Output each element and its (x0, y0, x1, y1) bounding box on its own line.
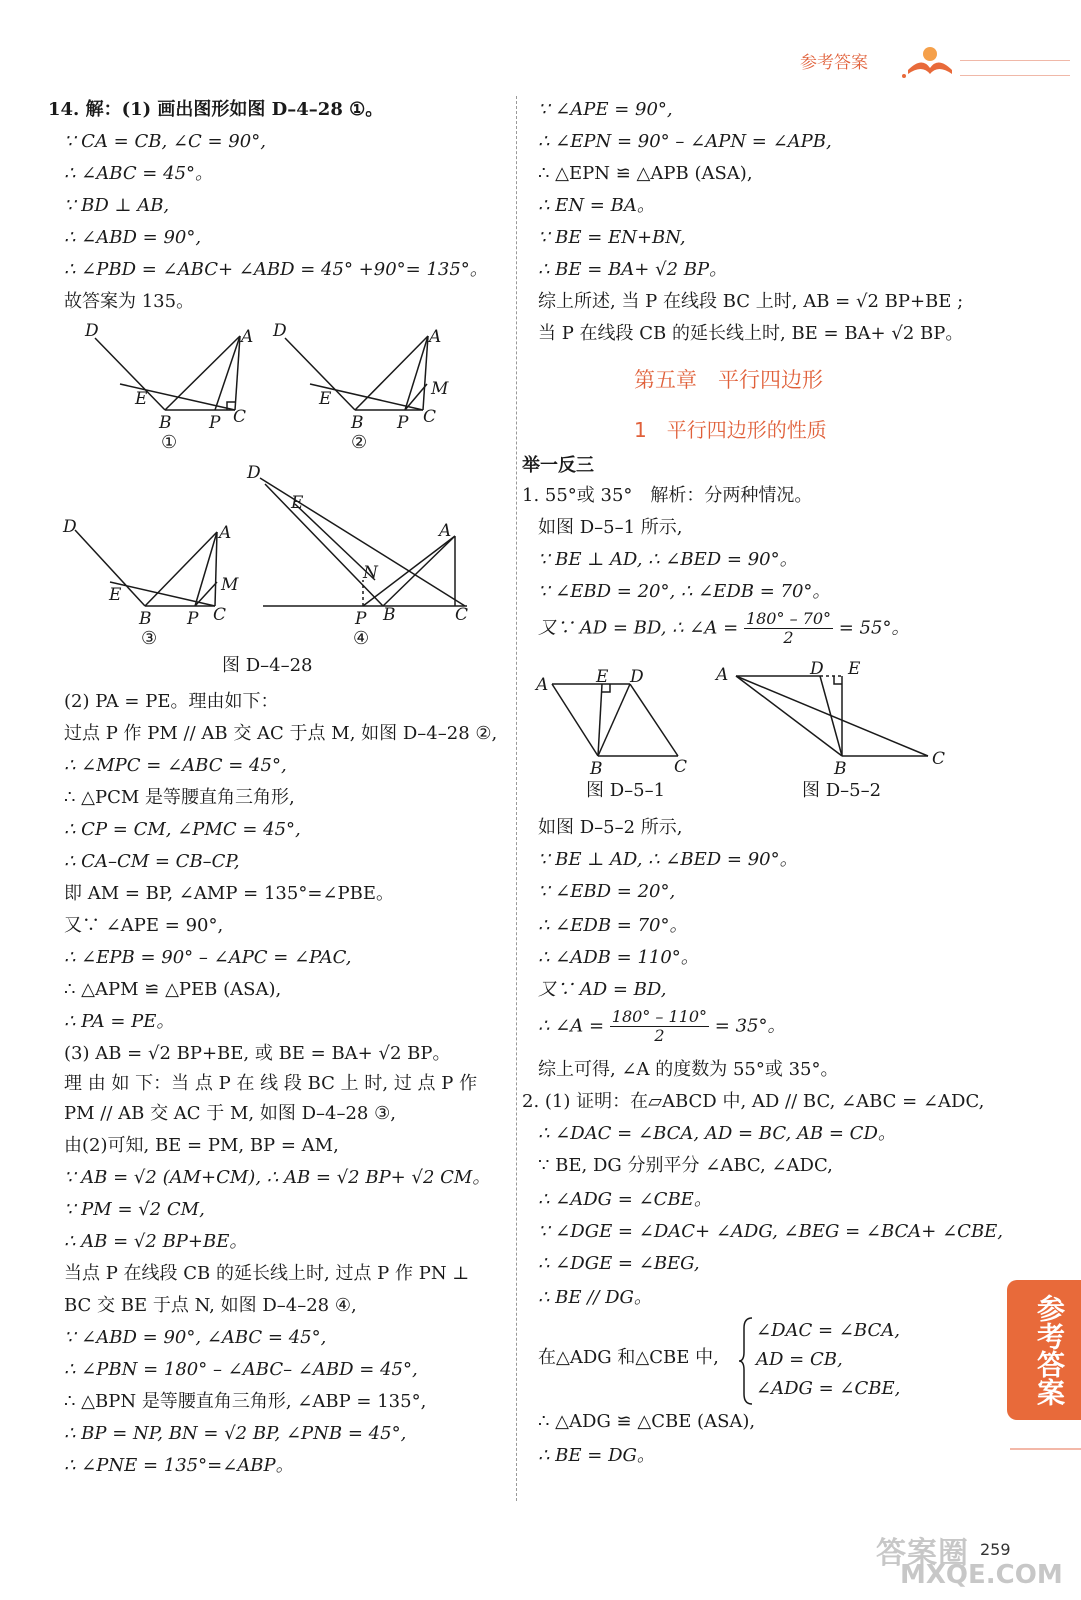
q1-line-1: 如图 D–5–1 所示, (538, 517, 683, 538)
d51-caption: 图 D–5–1 (586, 780, 666, 800)
fig2-label-P: P (397, 413, 409, 433)
fig2-label-E: E (319, 389, 332, 409)
q14-2-line-5: ∴ CA–CM = CB–CP, (64, 851, 240, 872)
q14-2-line-0: (2) PA = PE。理由如下： (64, 691, 279, 712)
fig1-label-B: B (159, 413, 172, 433)
q14-2-line-8: ∴ ∠EPB = 90° – ∠APC = ∠PAC, (64, 947, 352, 968)
fig1-label-P: P (209, 413, 221, 433)
fig3-label-A: A (219, 523, 232, 543)
d51-label-A: A (536, 675, 549, 695)
fig4-label-E: E (291, 493, 304, 513)
q2-line-0: 2. (1) 证明：在▱ABCD 中, AD // BC, ∠ABC = ∠ADC, (522, 1091, 985, 1112)
q14-2-line-24: ∴ ∠PNE = 135°=∠ABP。 (64, 1455, 294, 1476)
watermark-url: MXQE.COM (900, 1560, 1063, 1590)
fig2-label-B: B (351, 413, 364, 433)
q2-line-1: ∴ ∠DAC = ∠BCA, AD = BC, AB = CD。 (538, 1123, 896, 1144)
q14-2-line-18: 当点 P 在线段 CB 的延长线上时, 过点 P 作 PN ⊥ (64, 1263, 470, 1284)
r-line-4: ∵ BE = EN+BN, (538, 227, 686, 248)
q14-line-5: ∴ ∠PBD = ∠ABC+ ∠ABD = 45° +90°= 135°。 (64, 259, 488, 280)
q1-line-3: ∵ ∠EBD = 20°, ∴ ∠EDB = 70°。 (538, 581, 831, 602)
r-line-6: 综上所述, 当 P 在线段 BC 上时, AB = √2 BP+BE ; (538, 291, 964, 312)
d52-label-B: B (834, 759, 847, 779)
figures-d-5 (530, 660, 960, 800)
q14-line-6: 故答案为 135。 (64, 291, 195, 312)
r-line-7: 当 P 在线段 CB 的延长线上时, BE = BA+ √2 BP。 (538, 323, 964, 344)
r-line-0: ∵ ∠APE = 90°, (538, 99, 673, 120)
fig1-label-E: E (135, 389, 148, 409)
q2-line-3: ∴ ∠ADG = ∠CBE。 (538, 1189, 712, 1210)
q14-2-line-12: 理 由 如 下：当 点 P 在 线 段 BC 上 时, 过 点 P 作 (64, 1073, 478, 1094)
q2-end-1: ∴ BE = DG。 (538, 1445, 655, 1466)
fig1-number: ① (161, 432, 178, 453)
q14-2-line-15: ∵ AB = √2 (AM+CM), ∴ AB = √2 BP+ √2 CM。 (64, 1167, 491, 1188)
fig4-label-B: B (383, 605, 396, 625)
d52-caption: 图 D–5–2 (802, 780, 882, 800)
q1-line-0: 1. 55°或 35° 解析：分两种情况。 (522, 485, 813, 506)
fig4-label-C: C (455, 605, 469, 625)
q14-2-line-14: 由(2)可知, BE = PM, BP = AM, (64, 1135, 339, 1156)
q14-2-line-2: ∴ ∠MPC = ∠ABC = 45°, (64, 755, 287, 776)
fig2-label-A: A (429, 327, 442, 347)
q2-line-4: ∵ ∠DGE = ∠DAC+ ∠ADG, ∠BEG = ∠BCA+ ∠CBE, (538, 1221, 1004, 1242)
figure-d-4-28 (55, 318, 495, 688)
q14-2-line-4: ∴ CP = CM, ∠PMC = 45°, (64, 819, 301, 840)
d51-label-B: B (590, 759, 603, 779)
d51-label-E: E (596, 667, 609, 687)
q14-2-line-7: 又∵ ∠APE = 90°, (64, 915, 224, 936)
header-label: 参考答案 (800, 53, 868, 73)
q2-brace-0: ∠DAC = ∠BCA, (756, 1320, 900, 1341)
fig2-number: ② (351, 432, 368, 453)
q14-2-line-20: ∵ ∠ABD = 90°, ∠ABC = 45°, (64, 1327, 327, 1348)
tab-rule (1010, 1448, 1081, 1450)
q1b-line-4: ∴ ∠ADB = 110°。 (538, 947, 699, 968)
r-line-5: ∴ BE = BA+ √2 BP。 (538, 259, 728, 280)
page-number: 259 (980, 1540, 1011, 1559)
d52-label-C: C (932, 749, 946, 769)
subhead: 举一反三 (522, 455, 594, 476)
answer-tab: 参考答案 (1007, 1280, 1081, 1420)
fig2-label-D: D (273, 321, 287, 341)
fig2-label-M: M (431, 379, 449, 399)
fig4-label-D: D (247, 463, 261, 483)
q14-2-line-23: ∴ BP = NP, BN = √2 BP, ∠PNB = 45°, (64, 1423, 407, 1444)
q14-2-line-3: ∴ △PCM 是等腰直角三角形, (64, 787, 295, 808)
q1-end: 综上可得, ∠A 的度数为 55°或 35°。 (538, 1059, 839, 1080)
q14-2-line-16: ∵ PM = √2 CM, (64, 1199, 205, 1220)
section-title: 1 平行四边形的性质 (634, 418, 827, 442)
q1b-line-2: ∵ ∠EBD = 20°, (538, 881, 676, 902)
r-line-1: ∴ ∠EPN = 90° – ∠APN = ∠APB, (538, 131, 832, 152)
q14-line-4: ∴ ∠ABD = 90°, (64, 227, 202, 248)
q2-brace-1: AD = CB, (756, 1349, 843, 1370)
fig3-label-P: P (187, 609, 199, 629)
q14-2-line-1: 过点 P 作 PM // AB 交 AC 于点 M, 如图 D–4–28 ②, (64, 723, 498, 744)
fig3-label-D: D (63, 517, 77, 537)
q2-brace-prefix: 在△ADG 和△CBE 中, (538, 1347, 719, 1368)
q14-2-line-13: PM // AB 交 AC 于 M, 如图 D–4–28 ③, (64, 1103, 396, 1124)
q14-2-line-6: 即 AM = BP, ∠AMP = 135°=∠PBE。 (64, 883, 394, 904)
q2-line-6: ∴ BE // DG。 (538, 1287, 652, 1308)
q1b-line-3: ∴ ∠EDB = 70°。 (538, 915, 688, 936)
brace-icon (738, 1316, 754, 1406)
r-line-3: ∴ EN = BA。 (538, 195, 655, 216)
q2-line-2: ∵ BE, DG 分别平分 ∠ABC, ∠ADC, (538, 1155, 833, 1176)
q1b-line-1: ∵ BE ⊥ AD, ∴ ∠BED = 90°。 (538, 849, 798, 870)
q1b-line-0: 如图 D–5–2 所示, (538, 817, 683, 838)
fig3-label-B: B (139, 609, 152, 629)
d51-label-D: D (630, 667, 644, 687)
fig3-label-M: M (221, 575, 239, 595)
q1-frac-line: 又∵ AD = BD, ∴ ∠A = $\frac{180^\circ - 70^\circ}{2}$ = 55°。 (538, 609, 910, 647)
fig1-label-D: D (85, 321, 99, 341)
d52-label-E: E (848, 660, 861, 679)
q14-line-0: 14. 解：(1) 画出图形如图 D–4–28 ①。 (48, 99, 384, 120)
q14-line-2: ∴ ∠ABC = 45°。 (64, 163, 214, 184)
fig4-label-P: P (355, 609, 367, 629)
r-line-2: ∴ △EPN ≌ △APB (ASA), (538, 163, 753, 184)
q14-line-1: ∵ CA = CB, ∠C = 90°, (64, 131, 266, 152)
fig3-number: ③ (141, 628, 158, 649)
column-divider (516, 96, 517, 1501)
d51-label-C: C (674, 757, 688, 777)
fig3-label-E: E (109, 585, 122, 605)
q2-line-5: ∴ ∠DGE = ∠BEG, (538, 1253, 700, 1274)
q1b-line-5: 又∵ AD = BD, (538, 979, 667, 1000)
q14-2-line-22: ∴ △BPN 是等腰直角三角形, ∠ABP = 135°, (64, 1391, 427, 1412)
fig1-label-C: C (233, 407, 247, 427)
chapter-title: 第五章 平行四边形 (634, 368, 823, 392)
watermark: 答案圈 (876, 1536, 969, 1571)
q14-2-line-19: BC 交 BE 于点 N, 如图 D–4–28 ④, (64, 1295, 357, 1316)
d52-label-D: D (810, 660, 824, 679)
q14-line-3: ∵ BD ⊥ AB, (64, 195, 170, 216)
q14-2-line-10: ∴ PA = PE。 (64, 1011, 175, 1032)
q14-2-line-11: (3) AB = √2 BP+BE, 或 BE = BA+ √2 BP。 (64, 1043, 451, 1064)
book-icon (900, 40, 960, 80)
q1b-frac-line: ∴ ∠A = $\frac{180^\circ - 110^\circ}{2}$ = 35°。 (538, 1007, 786, 1045)
q2-end-0: ∴ △ADG ≌ △CBE (ASA), (538, 1411, 756, 1432)
fig1-label-A: A (241, 327, 254, 347)
figure-d-4-28-caption: 图 D–4–28 (222, 655, 313, 676)
q14-2-line-17: ∴ AB = √2 BP+BE。 (64, 1231, 248, 1252)
q14-2-line-9: ∴ △APM ≌ △PEB (ASA), (64, 979, 282, 1000)
header-rule (960, 60, 1070, 76)
fig4-label-A: A (439, 521, 452, 541)
q2-brace-2: ∠ADG = ∠CBE, (756, 1378, 901, 1399)
d52-label-A: A (716, 665, 729, 685)
fig2-label-C: C (423, 407, 437, 427)
q1-line-2: ∵ BE ⊥ AD, ∴ ∠BED = 90°。 (538, 549, 798, 570)
fig3-label-C: C (213, 605, 227, 625)
fig4-label-N: N (363, 563, 378, 583)
q14-2-line-21: ∴ ∠PBN = 180° – ∠ABC– ∠ABD = 45°, (64, 1359, 418, 1380)
fig4-number: ④ (353, 628, 370, 649)
